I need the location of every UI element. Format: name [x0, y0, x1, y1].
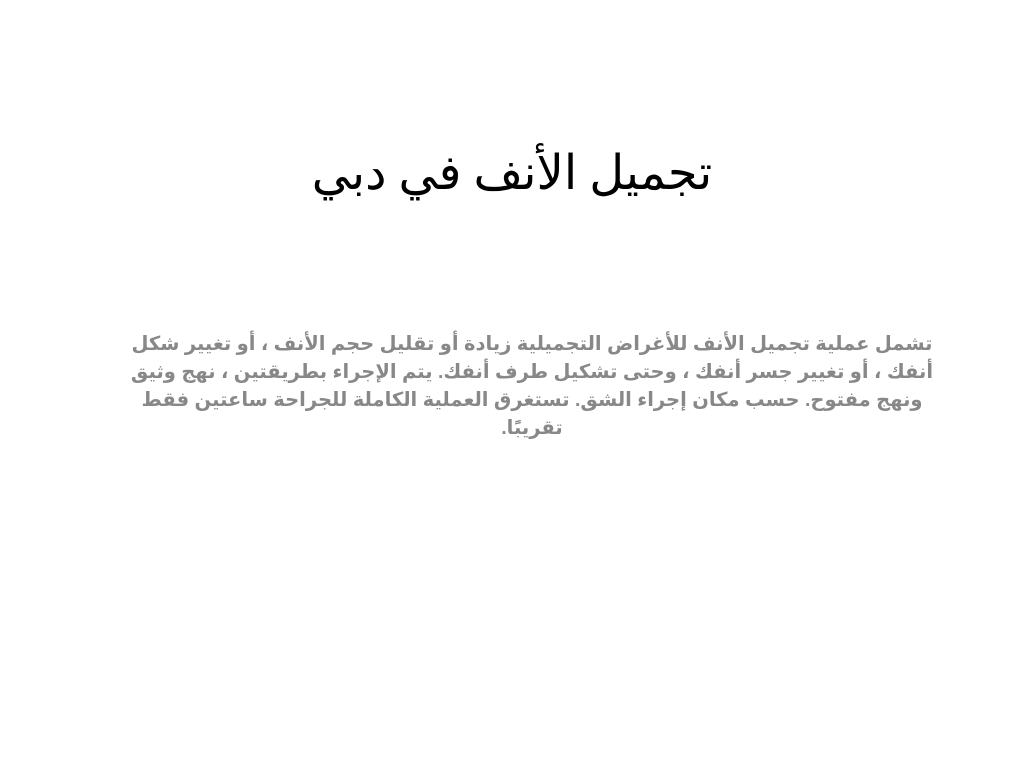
- slide-title: تجميل الأنف في دبي: [311, 147, 713, 200]
- slide-body-text: تشمل عملية تجميل الأنف للأغراض التجميلية زيادة أو تقليل حجم الأنف ، أو تغيير شكل أنفك ، أو تغيير جسر أنفك ، وحتى تشكيل طرف أنفك. يتم الإجراء بطريقتين ، نهج وثيق ونهج مفتوح. حسب مكان إجراء الشق. تستغرق العملية الكاملة للجراحة ساعتين فقط تقريبًا.: [130, 333, 934, 439]
